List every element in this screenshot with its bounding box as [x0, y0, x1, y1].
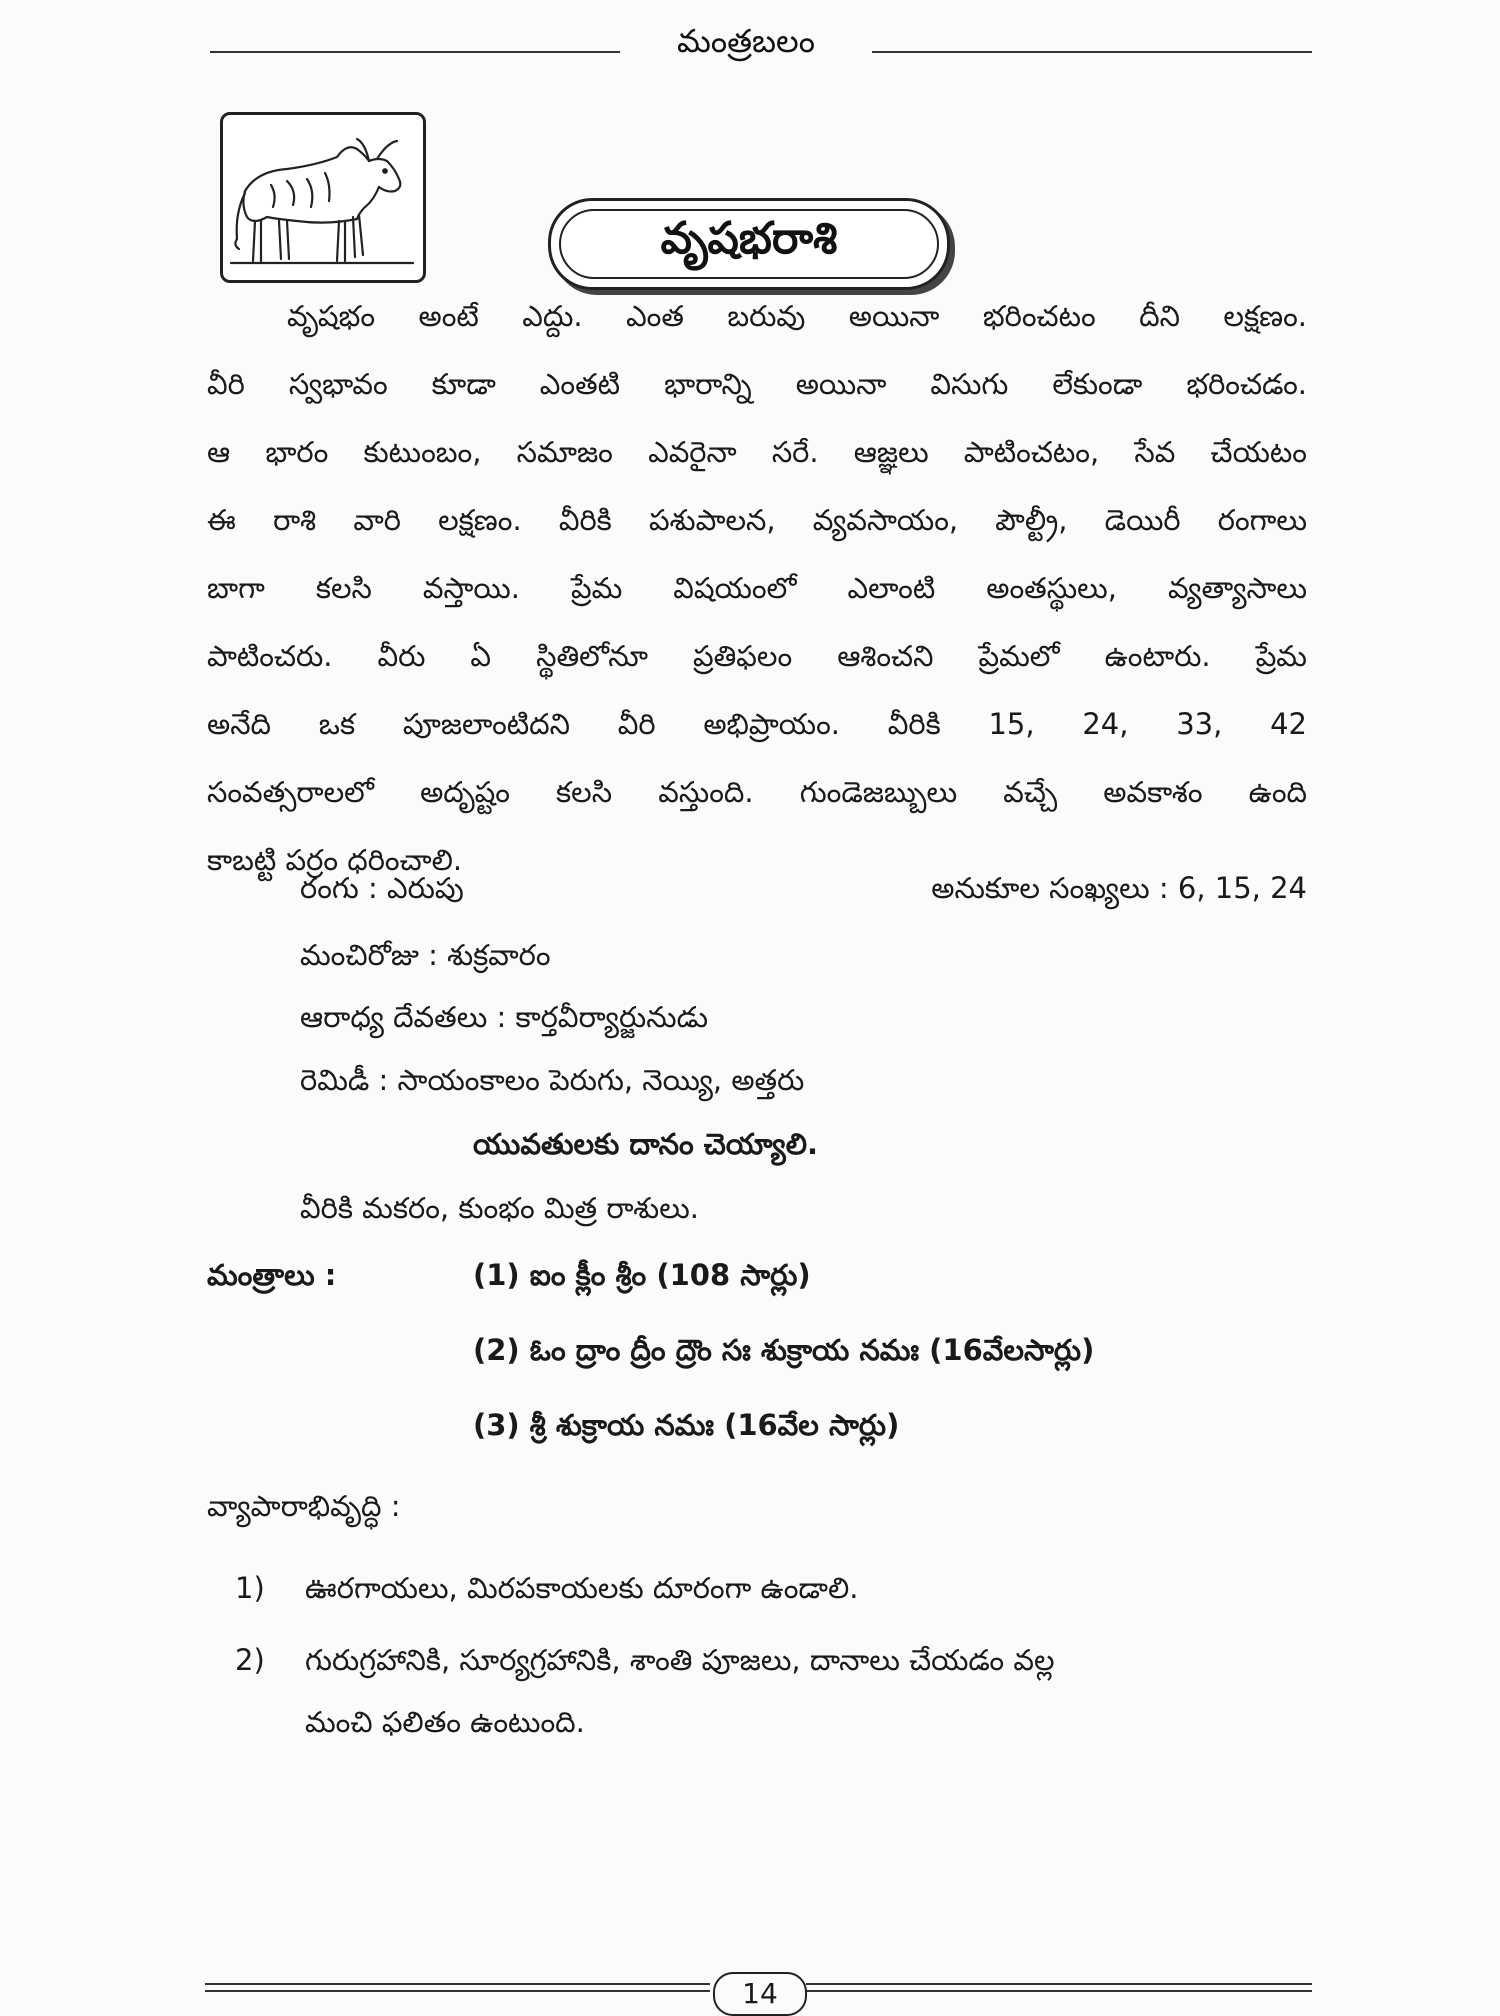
footer-rule-left-2	[205, 1990, 710, 1992]
bull-icon	[227, 121, 417, 271]
friendly-signs: వీరికి మకరం, కుంభం మిత్ర రాశులు.	[300, 1191, 700, 1225]
good-day: మంచిరోజు : శుక్రవారం	[300, 938, 551, 972]
lucky-color: రంగు : ఎరుపు	[300, 871, 464, 905]
business-item-text: మంచి ఫలితం ఉంటుంది.	[305, 1705, 585, 1739]
paragraph-line: బాగా కలసి వస్తాయి. ప్రేమ విషయంలో ఎలాంటి అంతస్థులు, వ్యత్యాసాలు	[207, 571, 1307, 605]
bull-illustration-frame	[220, 112, 426, 283]
description-paragraph	[207, 282, 1307, 894]
page-number: 14	[713, 1972, 807, 2016]
section-title-badge	[548, 198, 950, 290]
remedy-line-2: యువతులకు దానం చెయ్యాలి.	[473, 1127, 818, 1161]
paragraph-line: ఆ భారం కుటుంబం, సమాజం ఎవరైనా సరే. ఆజ్ఞలు పాటించటం, సేవ చేయటం	[207, 435, 1307, 469]
paragraph-line: అనేది ఒక పూజలాంటిదని వీరి అభిప్రాయం. వీరికి 15, 24, 33, 42	[207, 707, 1307, 741]
business-item-number: 2)	[235, 1643, 265, 1677]
mantras-label: మంత్రాలు :	[207, 1258, 337, 1292]
paragraph-line: సంవత్సరాలలో అదృష్టం కలసి వస్తుంది. గుండెజబ్బులు వచ్చే అవకాశం ఉంది	[207, 775, 1307, 809]
mantra-item: (3) శ్రీ శుక్రాయ నమః (16వేల సార్లు)	[473, 1408, 900, 1442]
business-item-text: గురుగ్రహానికి, సూర్యగ్రహానికి, శాంతి పూజలు, దానాలు చేయడం వల్ల	[305, 1643, 1055, 1677]
footer-rule-left	[205, 1983, 710, 1985]
paragraph-line: పాటించరు. వీరు ఏ స్థితిలోనూ ప్రతిఫలం ఆశించని ప్రేమలో ఉంటారు. ప్రేమ	[207, 639, 1307, 673]
business-item-number: 1)	[235, 1571, 265, 1605]
lucky-numbers: అనుకూల సంఖ్యలు : 6, 15, 24	[931, 871, 1307, 905]
paragraph-line: వృషభం అంటే ఎద్దు. ఎంత బరువు అయినా భరించటం దీని లక్షణం.	[287, 299, 1307, 333]
business-heading: వ్యాపారాభివృద్ధి :	[207, 1489, 401, 1523]
section-title: వృషభరాశి	[660, 213, 838, 264]
deity: ఆరాధ్య దేవతలు : కార్తవీర్యార్జునుడు	[300, 1000, 709, 1034]
remedy-line-1: రెమిడీ : సాయంకాలం పెరుగు, నెయ్యి, అత్తరు	[300, 1063, 805, 1097]
mantra-item: (2) ఓం ద్రాం ద్రీం ద్రౌం సః శుక్రాయ నమః (16వేలసార్లు)	[473, 1333, 1095, 1367]
mantra-item: (1) ఐం క్లీం శ్రీం (108 సార్లు)	[473, 1258, 811, 1292]
footer-rule-right	[806, 1983, 1312, 1985]
header-rule-left	[210, 51, 620, 53]
paragraph-line: ఈ రాశి వారి లక్షణం. వీరికి పశుపాలన, వ్యవసాయం, పౌల్ట్రీ, డెయిరీ రంగాలు	[207, 503, 1307, 537]
header-rule-right	[872, 51, 1312, 53]
paragraph-line: కాబట్టి పర్రం ధరించాలి.	[207, 843, 463, 877]
business-item-text: ఊరగాయలు, మిరపకాయలకు దూరంగా ఉండాలి.	[305, 1571, 859, 1605]
running-header-title: మంత్రబలం	[677, 22, 815, 60]
paragraph-line: వీరి స్వభావం కూడా ఎంతటి భారాన్ని అయినా విసుగు లేకుండా భరించడం.	[207, 367, 1307, 401]
footer-rule-right-2	[806, 1990, 1312, 1992]
